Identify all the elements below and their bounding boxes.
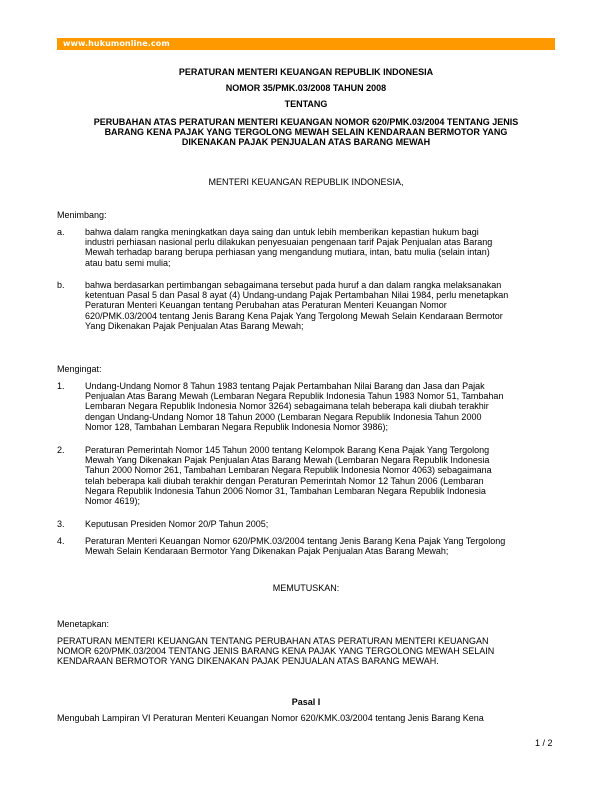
para-line: PERATURAN MENTERI KEUANGAN TENTANG PERUBAHAN ATAS PERATURAN MENTERI KEUANGAN [57,636,489,646]
subject-line-3: DIKENAKAN PAJAK PENJUALAN ATAS BARANG MEWAH [181,137,431,147]
para-line: KENDARAAN BERMOTOR YANG DIKENAKAN PAJAK PENJUALAN ATAS BARANG MEWAH. [57,656,439,667]
para-line: NOMOR 620/PMK.03/2004 TENTANG JENIS BARANG KENA PAJAK YANG TERGOLONG MEWAH SELAIN [57,646,495,657]
item-marker: 1. [57,381,65,391]
item-line: Negara Republik Indonesia Tahun 2006 Nomor 31, Tambahan Lembaran Negara Republik Indonesia [85,485,486,496]
pasal-text: Mengubah Lampiran VI Peraturan Menteri Keuangan Nomor 620/KMK.03/2004 tentang Jenis Barang Kena [57,713,484,723]
item-marker: b. [57,280,65,290]
item-line: ketentuan Pasal 5 dan Pasal 8 ayat (4) Undang-undang Pajak Pertambahan Nilai 1984, perlu menetapkan [85,290,509,301]
item-line: Nomor 128, Tambahan Lembaran Negara Republik Indonesia Nomor 3986); [85,421,389,432]
pasal-heading: Pasal I [291,697,321,707]
mengingat-label: Mengingat: [57,364,102,374]
item-line: 620/PMK.03/2004 tentang Jenis Barang Kena Pajak Yang Tergolong Mewah Selain Kendaraan Bermotor [85,310,503,321]
item-line: Lembaran Negara Republik Indonesia Nomor 3264) sebagaimana telah beberapa kali diubah terakhir [85,401,489,412]
item-line: Peraturan Pemerintah Nomor 145 Tahun 2000 tentang Kelompok Barang Kena Pajak Yang Tergolong [85,445,490,455]
site-banner [57,38,555,50]
title-line-1: PERATURAN MENTERI KEUANGAN REPUBLIK INDONESIA [178,67,434,77]
item-line: Tahun 2000 Nomor 261, Tambahan Lembaran Negara Republik Indonesia Nomor 4063) sebagaimana [85,465,492,476]
page-number: 1 / 2 [535,738,553,748]
item-marker: 2. [57,445,65,455]
item-line: bahwa berdasarkan pertimbangan sebagaimana tersebut pada huruf a dan dalam rangka melaksanakan [85,280,502,290]
item-line: bahwa dalam rangka meningkatkan daya saing dan untuk lebih memberikan kepastian hukum bagi [85,227,479,237]
item-line: Mewah Yang Dikenakan Pajak Penjualan Atas Barang Mewah (Lembaran Negara Republik Indonesia [85,455,490,466]
item-line: Penjualan Atas Barang Mewah (Lembaran Negara Republik Indonesia Tahun 1983 Nomor 51, Tambahan [85,391,504,402]
item-line: Peraturan Menteri Keuangan tentang Perubahan atas Peraturan Menteri Keuangan Nomor [85,300,447,311]
item-line: Nomor 4619); [85,496,141,507]
subject-line-2: BARANG KENA PAJAK YANG TERGOLONG MEWAH SELAIN KENDARAAN BERMOTOR YANG [104,127,508,137]
item-line: Keputusan Presiden Nomor 20/P Tahun 2005; [85,519,269,529]
subject-line-1: PERUBAHAN ATAS PERATURAN MENTERI KEUANGAN NOMOR 620/PMK.03/2004 TENTANG JENIS [93,117,519,127]
item-marker: 4. [57,536,65,546]
menimbang-label: Menimbang: [57,210,107,220]
item-line: telah beberapa kali diubah terakhir dengan Peraturan Pemerintah Nomor 12 Tahun 2006 (Lembaran [85,475,484,486]
memutuskan-heading: MEMUTUSKAN: [272,583,340,593]
menetapkan-text [57,636,555,667]
item-line: dengan Undang-Undang Nomor 18 Tahun 2000 (Lembaran Negara Republik Indonesia Tahun 2000 [85,411,482,422]
title-line-3: TENTANG [284,99,328,109]
item-marker: 3. [57,519,65,529]
item-line: Mewah terhadap barang berupa perhiasan yang mengandung mutiara, intan, batu mulia (selain intan) [85,247,490,258]
item-line: Yang Dikenakan Pajak Penjualan Atas Barang Mewah; [85,320,304,331]
item-line: Undang-Undang Nomor 8 Tahun 1983 tentang Pajak Pertambahan Nilai Barang dan Jasa dan Pajak [85,381,485,391]
item-line: Mewah Selain Kendaraan Bermotor Yang Dikenakan Pajak Penjualan Atas Barang Mewah; [85,546,449,557]
item-line: industri perhiasan nasional perlu dilakukan penyesuaian pengenaan tarif Pajak Penjualan atas Barang [85,237,493,248]
menetapkan-label: Menetapkan: [57,619,110,629]
item-line: atau batu semi mulia; [85,257,171,268]
title-line-2: NOMOR 35/PMK.03/2008 TAHUN 2008 [225,83,387,93]
item-marker: a. [57,227,65,237]
issuer: MENTERI KEUANGAN REPUBLIK INDONESIA, [208,177,404,187]
site-url[interactable]: www.hukumonline.com [63,39,170,48]
item-line: Peraturan Menteri Keuangan Nomor 620/PMK.03/2004 tentang Jenis Barang Kena Pajak Yang Tergolong [85,536,506,546]
